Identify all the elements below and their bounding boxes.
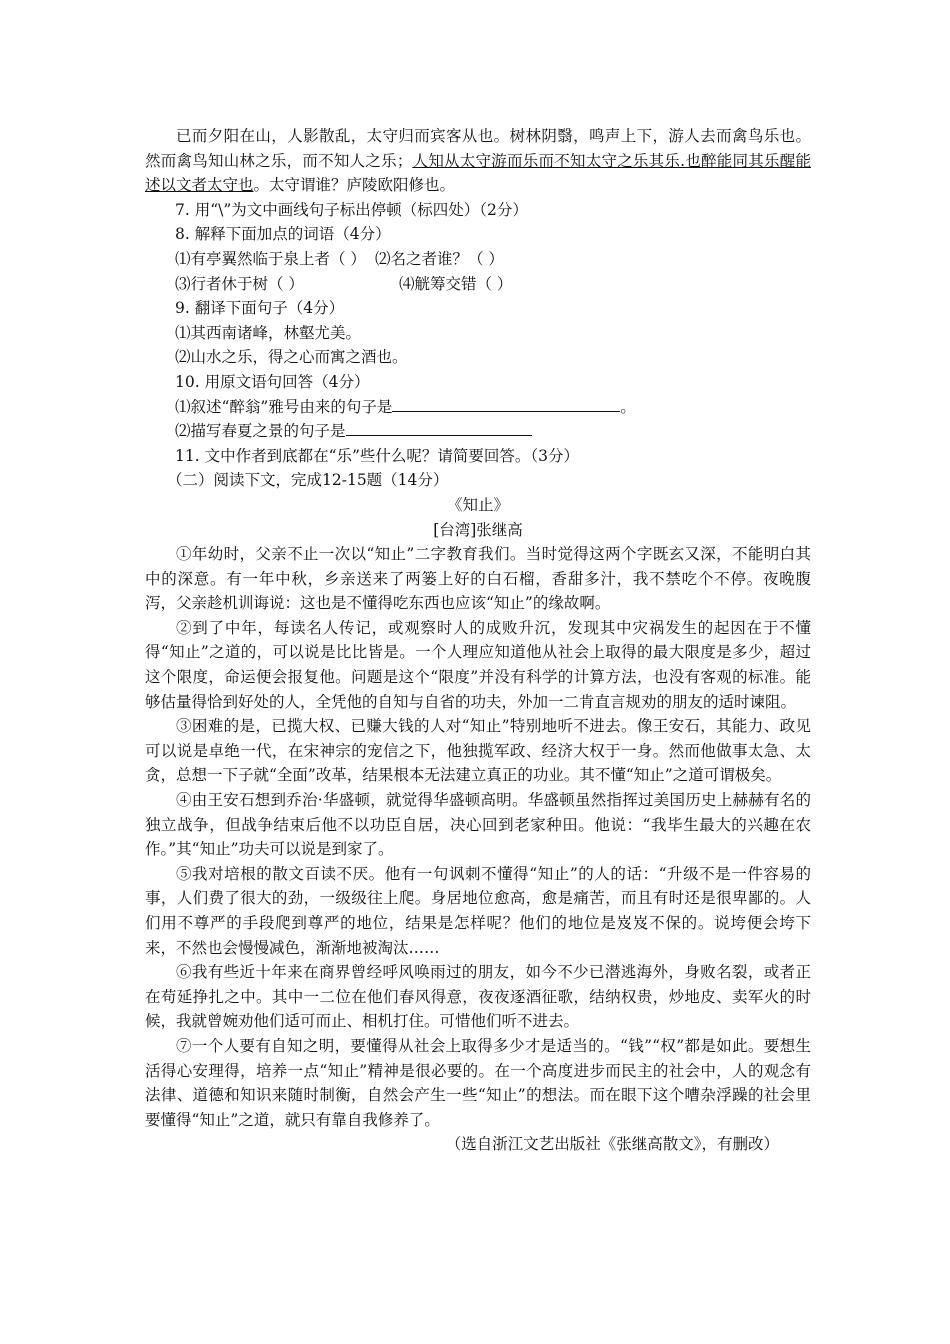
article-paragraph: ⑥我有些近十年来在商界曾经呼风唤雨过的朋友，如今不少已潜逃海外，身败名裂，或者正在苟延挣扎之中。其中一二位在他们春风得意，夜夜逐酒征歌，结纳权贵，炒地皮、卖军火的时候，我就曾婉劝他们适可而止、相机打住。可惜他们听不进去。 xyxy=(145,963,811,1031)
article-paragraph: ④由王安石想到乔治·华盛顿，就觉得华盛顿高明。华盛顿虽然指挥过美国历史上赫赫有名的独立战争，但战争结束后他不以功臣自居，决心回到老家种田。他说：“我毕生最大的兴趣在农作。”其“知止”功夫可以说是到家了。 xyxy=(145,791,811,859)
article-source: （选自浙江文艺出版社《张继高散文》，有删改） xyxy=(445,1135,779,1154)
question-8-item1: ⑴有亭翼然临于泉上者（ ） xyxy=(175,249,366,268)
question-8: 8. 解释下面加点的词语（4分） xyxy=(175,225,391,244)
answer-blank[interactable] xyxy=(346,419,532,436)
article-author: [台湾]张继高 xyxy=(433,520,523,539)
passage-paragraph xyxy=(145,124,811,198)
answer-blank[interactable] xyxy=(392,395,620,412)
article-paragraph: ③困难的是，已揽大权、已赚大钱的人对“知止”特别地听不进去。像王安石，其能力、政见可以说是卓绝一代，在宋神宗的宠信之下，他独揽军政、经济大权于一身。然而他做事太急、太贪，总想一下子就“全面”改革，结果根本无法建立真正的功业。其不懂“知止”之道可谓极矣。 xyxy=(145,717,811,785)
article-paragraph: ①年幼时，父亲不止一次以“知止”二字教育我们。当时觉得这两个字既玄又深，不能明白其中的深意。有一年中秋，乡亲送来了两篓上好的白石榴，香甜多汁，我不禁吃个不停。夜晚腹泻，父亲趁机训诲说：这也是不懂得吃东西也应该“知止”的缘故啊。 xyxy=(145,545,811,613)
section-2-heading: （二）阅读下文，完成12-15题（14分） xyxy=(167,471,449,490)
question-11: 11. 文中作者到底都在“乐”些什么呢？请简要回答。（3分） xyxy=(175,446,580,465)
question-10-item2-text: ⑵描写春夏之景的句子是 xyxy=(175,422,346,441)
question-10-item1-end: 。 xyxy=(620,397,636,416)
question-8-item3: ⑶行者休于树（ ） xyxy=(175,274,304,293)
question-8-item2: ⑵名之者谁？（ ） xyxy=(375,249,504,268)
article-paragraph: ⑤我对培根的散文百读不厌。他有一句讽刺不懂得“知止”的人的话：“升级不是一件容易的事，人们费了很大的劲，一级级往上爬。身居地位愈高，愈是痛苦，而且有时还是很卑鄙的。人们用不尊严的手段爬到尊严的地位，结果是怎样呢？他们的地位是岌岌不保的。说垮便会垮下来，不然也会慢慢减色，渐渐地被淘汰…… xyxy=(145,864,811,957)
question-8-row2 xyxy=(145,272,811,297)
question-10-item1-text: ⑴叙述“醉翁”雅号由来的句子是 xyxy=(175,397,393,416)
question-10-item2 xyxy=(145,419,811,444)
passage-text-end: 。太守谓谁？庐陵欧阳修也。 xyxy=(253,176,456,195)
question-9-item2: ⑵山水之乐，得之心而寓之酒也。 xyxy=(175,348,408,367)
question-8-row1 xyxy=(145,247,811,272)
question-9: 9. 翻译下面句子（4分） xyxy=(175,299,345,318)
article-title: 《知止》 xyxy=(446,495,509,514)
question-7: 7. 用“\”为文中画线句子标出停顿（标四处）（2分） xyxy=(175,200,528,219)
underlined-sentence: 人知从太守游而乐而不知太守之乐其乐.也醉能同其乐醒能述以文者太守也 xyxy=(145,151,811,195)
question-10-item1 xyxy=(145,395,811,420)
passage-text: 已而夕阳在山，人影散乱，太守归而宾客从也。树林阴翳，鸣声上下，游人去而禽鸟乐也。然而禽鸟知山林之乐，而不知人之乐； xyxy=(145,127,811,170)
question-9-item1: ⑴其西南诸峰，林壑尤美。 xyxy=(175,323,362,342)
article-paragraph: ②到了中年，每读名人传记，或观察时人的成败升沉，发现其中灾祸发生的起因在于不懂得“知止”之道的，可以说是比比皆是。一个人理应知道他从社会上取得的最大限度是多少，超过这个限度，命运便会报复他。问题是这个“限度”并没有科学的计算方法，也没有客观的标准。能够估量得恰到好处的人，全凭他的自知与自省的功夫，外加一二肯直言规劝的朋友的适时谏阻。 xyxy=(145,618,811,711)
article-paragraph: ⑦一个人要有自知之明，要懂得从社会上取得多少才是适当的。“钱”“权”都是如此。要想生活得心安理得，培养一点“知止”精神是很必要的。在一个高度进步而民主的社会中，人的观念有法律、道德和知识来随时制衡，自然会产生一些“知止”的想法。而在眼下这个嘈杂浮躁的社会里要懂得“知止”之道，就只有靠自我修养了。 xyxy=(145,1036,811,1129)
question-10: 10. 用原文语句回答（4分） xyxy=(175,372,370,391)
exam-page xyxy=(145,124,811,1157)
question-8-item4: ⑷觥筹交错（ ） xyxy=(399,274,513,293)
